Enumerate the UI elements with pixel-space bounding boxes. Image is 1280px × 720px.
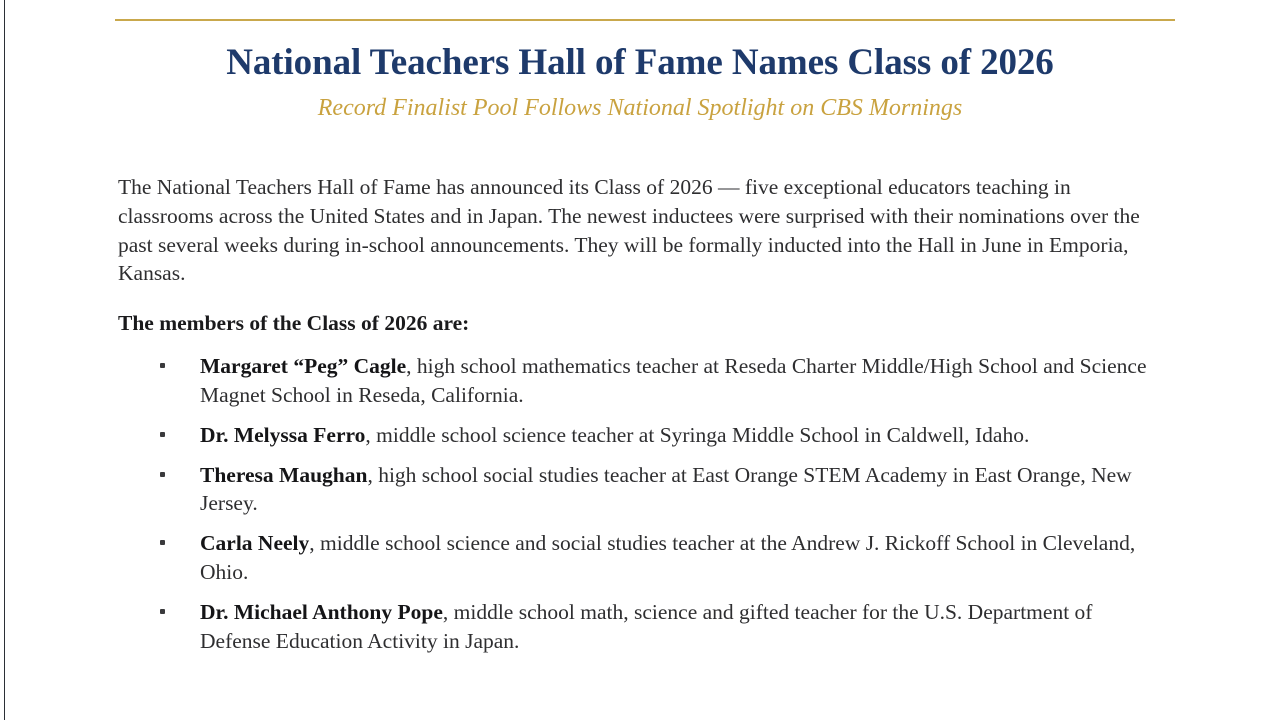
member-name: Theresa Maughan — [200, 462, 368, 487]
member-name: Dr. Michael Anthony Pope — [200, 599, 443, 624]
bullet-icon — [160, 609, 165, 614]
list-item — [118, 598, 1163, 656]
list-item — [118, 421, 1163, 450]
member-description: , middle school science and social studies teacher at the Andrew J. Rickoff School in Cleveland, Ohio. — [200, 531, 1136, 584]
members-list — [118, 352, 1163, 655]
gold-divider-rule — [115, 19, 1175, 21]
list-item — [118, 461, 1163, 519]
bullet-icon — [160, 540, 165, 545]
member-description: , middle school math, science and gifted teacher for the U.S. Department of Defense Education Activity in Japan. — [200, 599, 1093, 653]
member-name: Dr. Melyssa Ferro — [200, 422, 366, 447]
page-title: National Teachers Hall of Fame Names Class of 2026 — [226, 42, 1054, 83]
list-item — [118, 352, 1163, 410]
bullet-icon — [160, 472, 165, 477]
lede-paragraph: The National Teachers Hall of Fame has announced its Class of 2026 — five exceptional educators teaching in classrooms across the United States and in Japan. The newest inductees were surprised with their nominations over the past several weeks during in-school announcements. They will be formally inducted into the Hall in June in Emporia, Kansas. — [118, 175, 1140, 286]
bullet-icon — [160, 432, 165, 437]
member-name: Carla Neely — [200, 531, 310, 556]
masthead — [60, 42, 1220, 122]
page-subtitle: Record Finalist Pool Follows National Spotlight on CBS Mornings — [317, 94, 963, 121]
list-item — [118, 529, 1163, 587]
article-body — [118, 173, 1163, 655]
member-description: , high school mathematics teacher at Reseda Charter Middle/High School and Science Magnet School in Reseda, California. — [200, 354, 1147, 407]
bullet-icon — [160, 363, 165, 368]
member-description: , high school social studies teacher at East Orange STEM Academy in East Orange, New Jersey. — [200, 462, 1132, 516]
member-description: , middle school science teacher at Syringa Middle School in Caldwell, Idaho. — [365, 422, 1030, 447]
members-section-heading: The members of the Class of 2026 are: — [118, 311, 470, 336]
member-name: Margaret “Peg” Cagle — [200, 354, 407, 379]
